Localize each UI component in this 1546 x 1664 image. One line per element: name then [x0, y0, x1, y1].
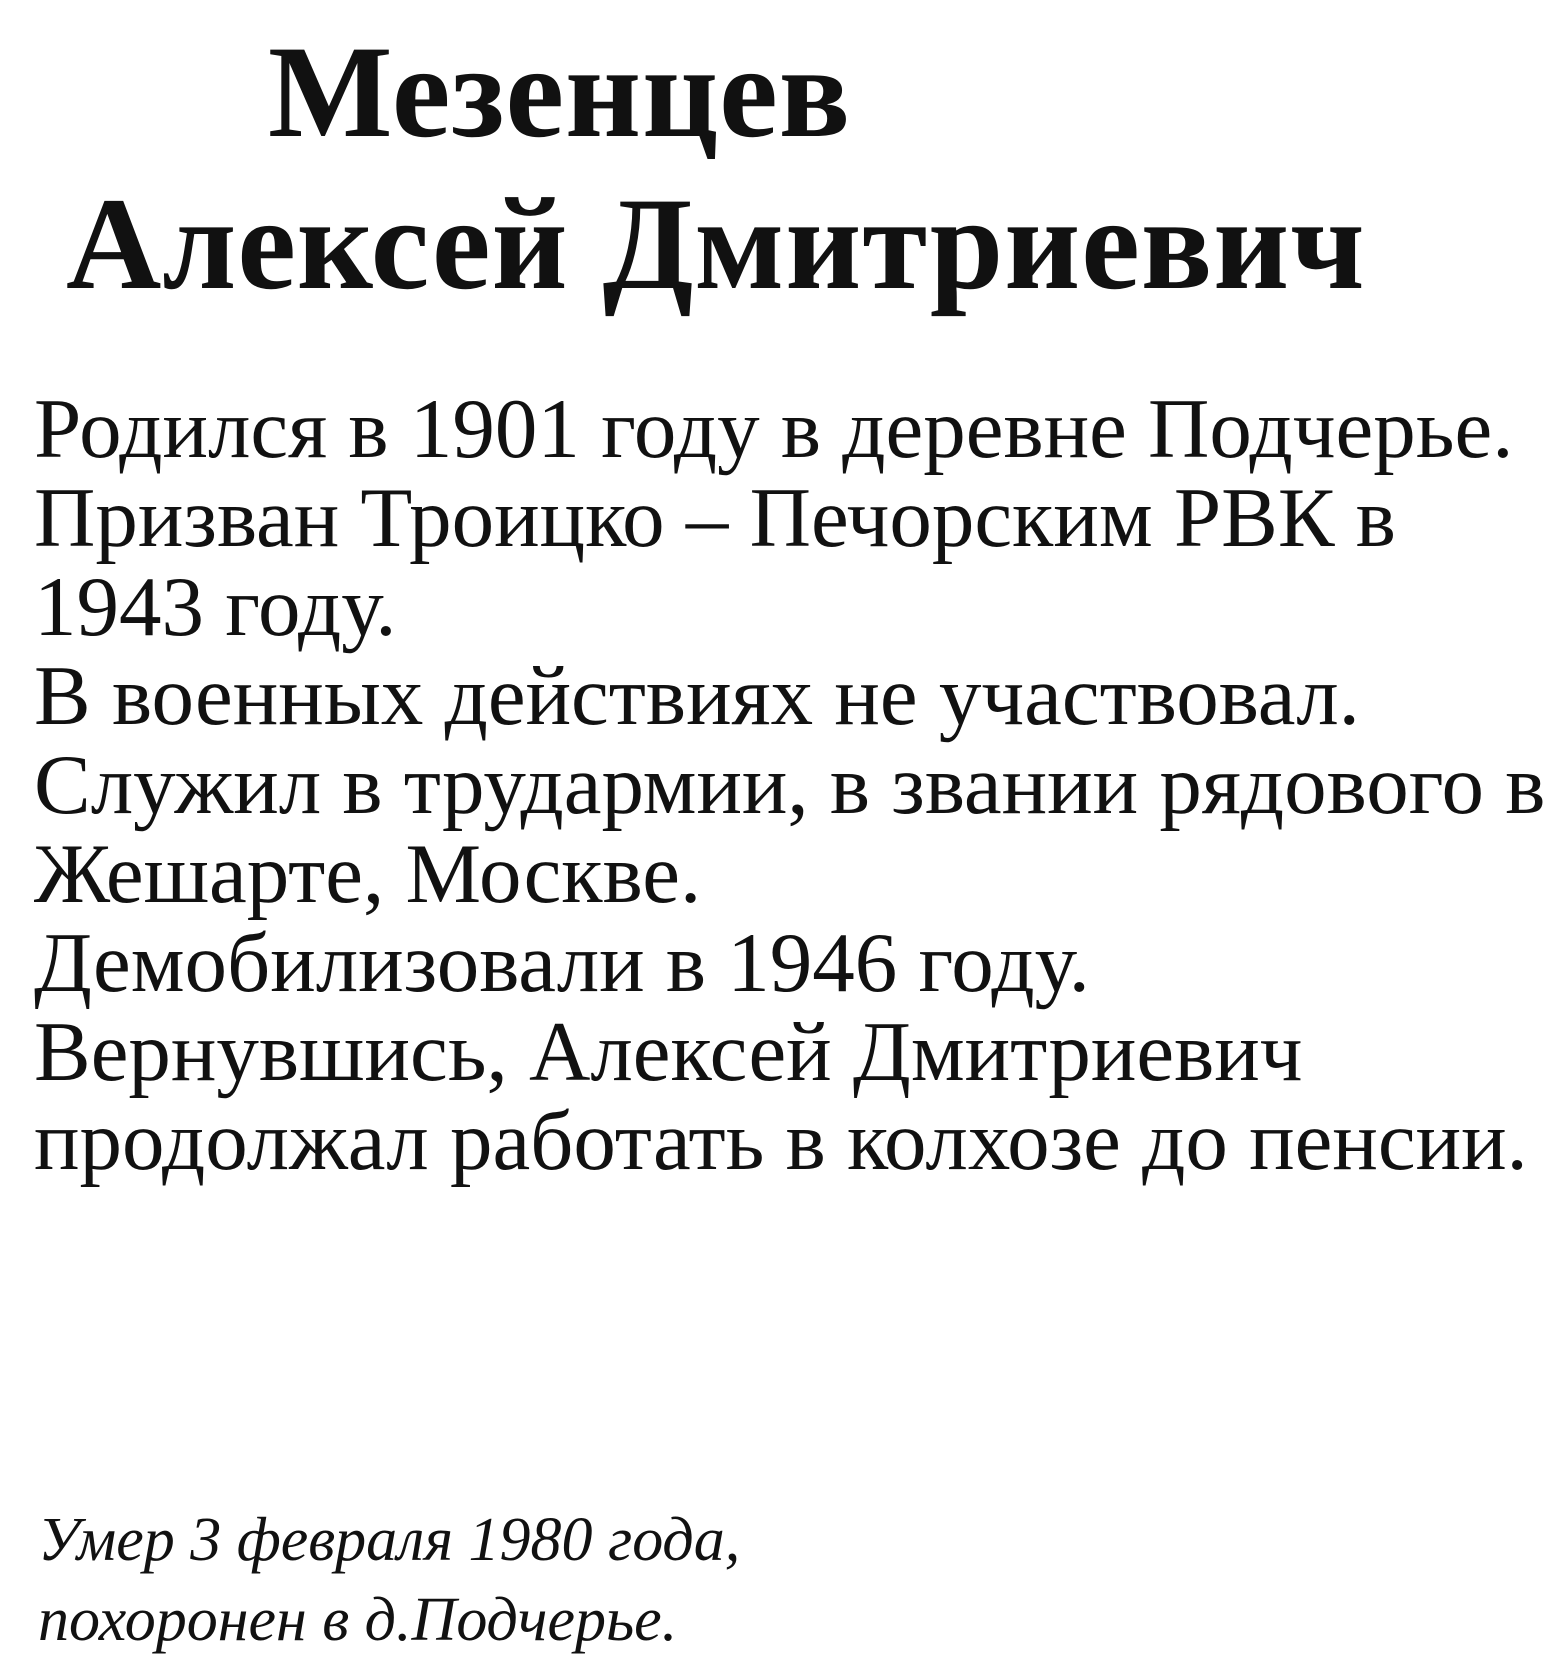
death-note-line: Умер 3 февраля 1980 года, [38, 1506, 741, 1574]
biography-line: Служил в трудармии, в звании рядового в [34, 738, 1546, 832]
title-surname: Мезенцев [268, 18, 852, 165]
biography-line: Призван Троицко – Печорским РВК в [34, 471, 1396, 565]
biography-line: продолжал работать в колхозе до пенсии. [34, 1094, 1528, 1188]
death-note [38, 1500, 740, 1660]
biography-line: В военных действиях не участвовал. [34, 649, 1360, 743]
biography-line: 1943 году. [34, 560, 397, 654]
death-note-line: похоронен в д.Подчерье. [38, 1586, 678, 1654]
biography-line: Жешарте, Москве. [34, 827, 702, 921]
biography-text [34, 382, 1546, 1188]
biography-line: Демобилизовали в 1946 году. [34, 916, 1090, 1010]
biography-line: Вернувшись, Алексей Дмитриевич [34, 1005, 1303, 1099]
title-given-names: Алексей Дмитриевич [66, 170, 1366, 317]
biography-line: Родился в 1901 году в деревне Подчерье. [34, 382, 1514, 476]
